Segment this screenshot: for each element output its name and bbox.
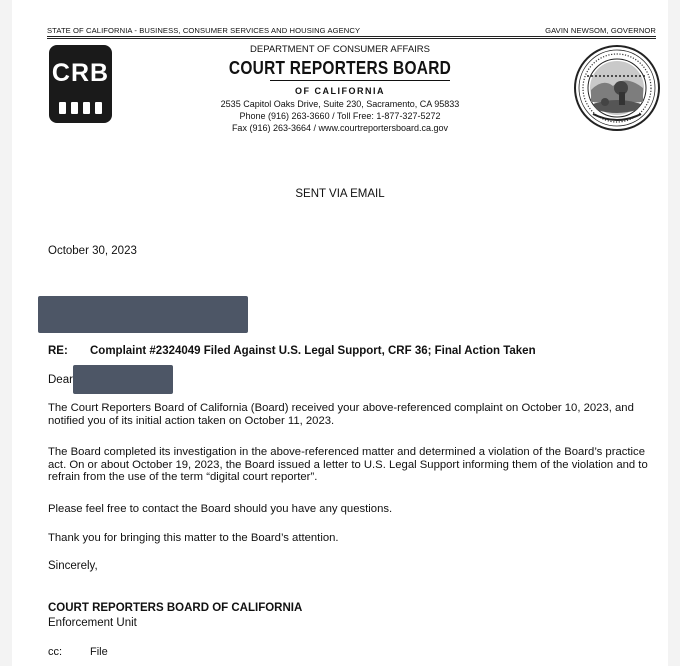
governor-header: GAVIN NEWSOM, GOVERNOR [545,26,656,35]
state-seal-icon [573,44,661,132]
header-rule-double [47,38,656,39]
cc-label: cc: [48,646,63,658]
recipient-redaction [38,296,248,333]
logo-text: CRB [51,59,110,87]
cc-value: File [90,646,108,658]
header-rule [47,36,656,37]
letter-date: October 30, 2023 [48,245,137,257]
re-label: RE: [48,345,68,357]
board-subtitle: OF CALIFORNIA [295,86,385,96]
body-paragraph: Thank you for bringing this matter to the Board’s attention. [48,532,339,544]
board-name-underline [270,80,450,81]
body-paragraph: The Board completed its investigation in the above-referenced matter and determined a violation of the Board’s practice act. On or about October 19, 2023, the Board issued a letter to U.S. Legal Support informing them of the violation and to refrain from the use of the term “digital court reporter”. [48,446,648,484]
re-subject: Complaint #2324049 Filed Against U.S. Legal Support, CRF 36; Final Action Taken [90,345,536,357]
board-phone: Phone (916) 263-3660 / Toll Free: 1-877-327-5272 [239,111,441,121]
board-name: COURT REPORTERS BOARD [228,58,452,78]
agency-header: STATE OF CALIFORNIA - BUSINESS, CONSUMER SERVICES AND HOUSING AGENCY [47,26,361,35]
body-paragraph: Please feel free to contact the Board should you have any questions. [48,503,393,515]
board-fax: Fax (916) 263-3664 / www.courtreportersboard.ca.gov [231,123,449,133]
delivery-method: SENT VIA EMAIL [295,188,385,200]
letter-page [12,0,668,666]
salutation-name-redaction [73,365,173,394]
salutation: Dear [48,374,73,386]
body-paragraph: The Court Reporters Board of California (Board) received your above-referenced complaint on October 10, 2023, and notified you of its initial action taken on October 11, 2023. [48,402,634,427]
signature-organization: COURT REPORTERS BOARD OF CALIFORNIA [48,602,303,614]
department-name: DEPARTMENT OF CONSUMER AFFAIRS [250,44,430,55]
closing: Sincerely, [48,560,98,572]
signature-unit: Enforcement Unit [48,617,137,629]
board-address: 2535 Capitol Oaks Drive, Suite 230, Sacramento, CA 95833 [220,99,460,109]
